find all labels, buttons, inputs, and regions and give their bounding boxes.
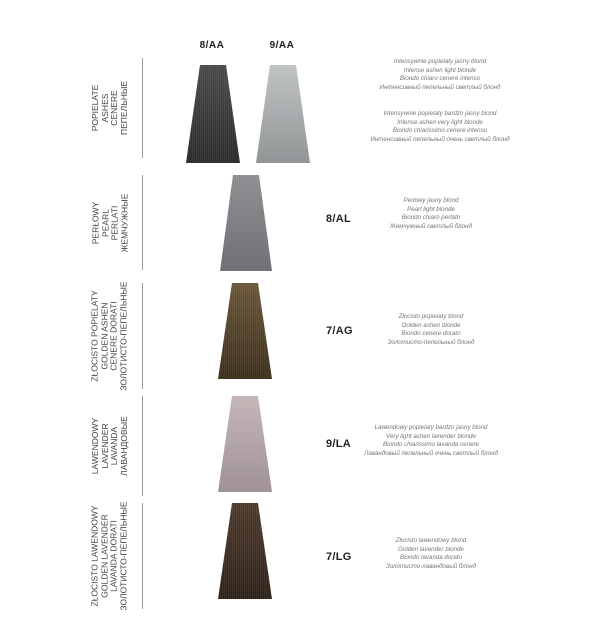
description-8aa: Intensywnie popielaty jasny blond Intense ashen light blonde Biondo chiaro cenere intenso Интенсивный пепельный светлый блонд: [379, 58, 501, 91]
description-7lg: Złocisto lawendowy blond Golden lavender blonde Biondo lavanda dorato Золотисто-лавандовый блонд: [385, 537, 477, 570]
section-label: ZŁOCISTO POPIELATY GOLDEN ASHEN CENERE DORATI ЗОЛОТИСТО-ПЕПЕЛЬНЫЕ: [90, 281, 129, 391]
section-divider: [142, 283, 143, 389]
hair-swatch-9la: [218, 396, 272, 492]
shade-code-7lg: 7/LG: [326, 551, 352, 563]
description-8al: Perłowy jasny blond Pearl light blonde Biondo chiaro perlato Жемчужный светлый блонд: [390, 197, 472, 230]
section-golden-ashen: [0, 283, 600, 393]
shade-code-9la: 9/LA: [326, 438, 352, 450]
section-label: [80, 58, 140, 158]
section-lavender: [0, 396, 600, 501]
section-ashes: [0, 58, 600, 166]
hair-swatch-9aa: [256, 65, 310, 163]
hair-swatch-7lg: [218, 503, 272, 599]
section-divider: [142, 58, 143, 158]
section-divider: [142, 503, 143, 609]
section-label: ZŁOCISTO LAWENDOWY GOLDEN LAVENDER LAVANDA DORATI ЗОЛОТИСТО-ПЕПЕЛЬНЫЕ: [90, 501, 129, 611]
section-divider: [142, 175, 143, 270]
section-golden-lavender: [0, 503, 600, 613]
label-ru: ПЕПЕЛЬНЫЕ: [118, 80, 129, 136]
description-7ag: Złocisto popielaty blond Golden ashen blonde Biondo cenere dorato Золотисто-пепельный блонд: [387, 313, 475, 346]
hair-swatch-8al: [220, 175, 272, 271]
shade-code-7ag: 7/AG: [326, 325, 353, 337]
column-header-9aa: 9/AA: [269, 40, 295, 51]
section-label: LAWENDOWY LAVENDER LAVANDA ЛАВАНДОВЫЕ: [90, 416, 129, 476]
hair-swatch-8aa: [186, 65, 240, 163]
description-9aa: Intensywnie popielaty bardzo jasny blond Intense ashen very light blonde Biondo chiarissimo cenere intenso Интенсивный пепельный очень светлый блонд: [370, 110, 510, 143]
label-it: CENERE: [108, 90, 119, 126]
hair-swatch-7ag: [218, 283, 272, 379]
label-pl: POPIELATE: [89, 84, 100, 132]
label-en: ASHES: [99, 93, 110, 123]
column-header-8aa: 8/AA: [199, 40, 225, 51]
section-pearl: [0, 175, 600, 275]
section-divider: [142, 396, 143, 496]
section-label: PERŁOWY PEARL PERLATI ЖЕМЧУЖНЫЕ: [90, 193, 129, 252]
shade-code-8al: 8/AL: [326, 213, 352, 225]
description-9la: Lawendowy popielaty bardzo jasny blond Very light ashen lavender blonde Biondo chiarissimo lavanda cenere Лавандовый пепельный очень светлый блонд: [364, 424, 498, 457]
